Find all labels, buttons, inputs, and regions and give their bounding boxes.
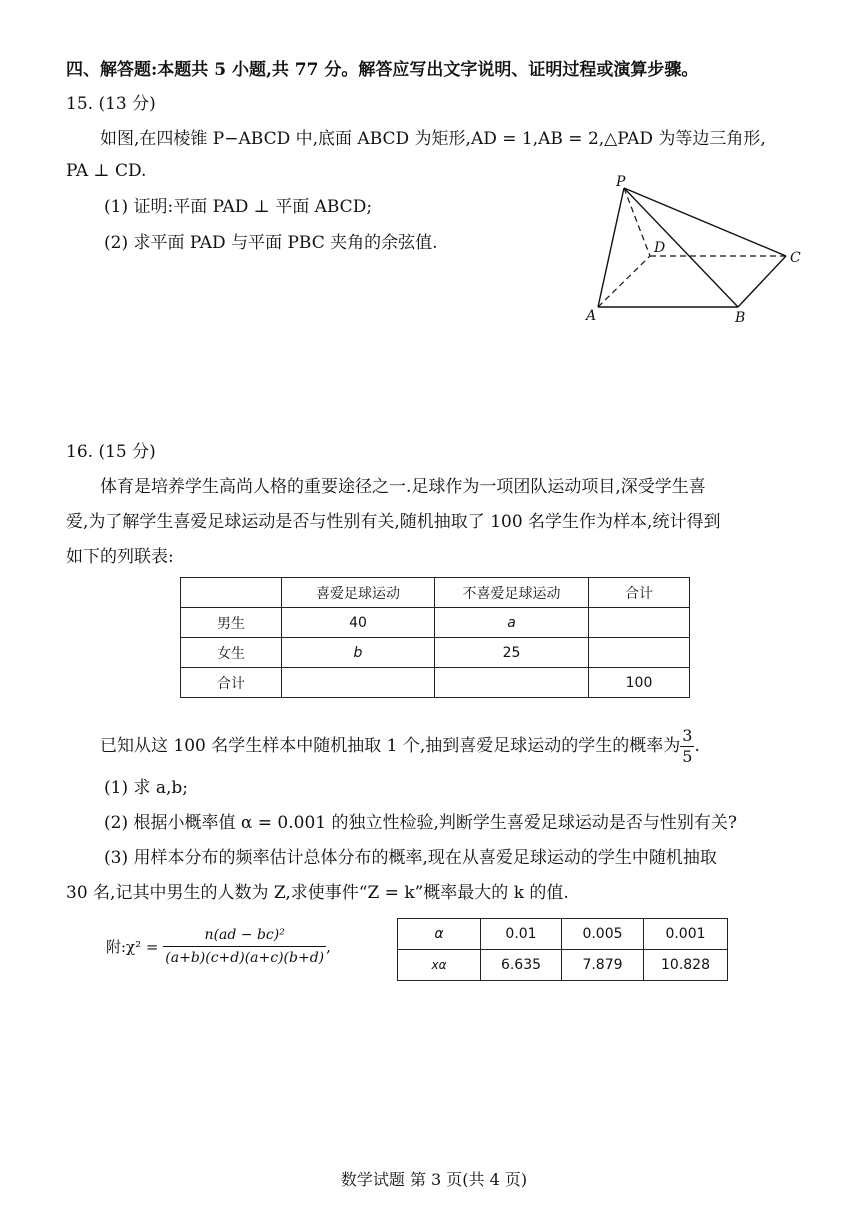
q15-part2: (2) 求平面 PAD 与平面 PBC 夹角的余弦值. (104, 233, 438, 253)
table-cell: 女生 (181, 638, 282, 668)
q16-part3-line1: (3) 用样本分布的频率估计总体分布的概率,现在从喜爱足球运动的学生中随机抽取 (104, 848, 717, 868)
section-heading: 四、解答题:本题共 5 小题,共 77 分。解答应写出文字说明、证明过程或演算步骤。 (66, 60, 699, 80)
prob-denominator: 5 (682, 747, 693, 766)
formula-suffix: , (326, 937, 331, 956)
q16-intro-line1: 体育是培养学生高尚人格的重要途径之一.足球作为一项团队运动项目,深受学生喜 (100, 477, 706, 497)
q15-part1: (1) 证明:平面 PAD ⊥ 平面 ABCD; (104, 197, 373, 217)
table-row (181, 638, 690, 668)
q16-part2: (2) 根据小概率值 α = 0.001 的独立性检验,判断学生喜爱足球运动是否与性别有关? (104, 813, 738, 833)
table-cell: 合计 (181, 668, 282, 698)
q16-part3-line2: 30 名,记其中男生的人数为 Z,求使事件“Z = k”概率最大的 k 的值. (66, 883, 569, 903)
label-B: B (735, 310, 746, 326)
table-cell: a (435, 608, 589, 638)
table-cell (282, 668, 435, 698)
table-cell: 0.01 (481, 919, 562, 950)
q16-intro-line2: 爱,为了解学生喜爱足球运动是否与性别有关,随机抽取了 100 名学生作为样本,统计得到 (66, 512, 721, 532)
probability-fraction (680, 726, 694, 767)
q15-intro-line2: PA ⊥ CD. (66, 161, 147, 181)
edge-PB (624, 188, 738, 307)
edge-BC (738, 256, 786, 307)
edge-PD (624, 188, 650, 256)
table-row (398, 950, 728, 981)
table-cell (181, 578, 282, 608)
table-cell: 喜爱足球运动 (282, 578, 435, 608)
table-cell (589, 608, 690, 638)
table-header-row (181, 578, 690, 608)
table-cell (589, 638, 690, 668)
table-cell: 男生 (181, 608, 282, 638)
edge-AD (598, 256, 650, 307)
contingency-table (180, 577, 690, 698)
label-A: A (586, 308, 597, 324)
table-cell: 0.005 (562, 919, 644, 950)
label-P: P (616, 174, 626, 190)
q16-intro-line3: 如下的列联表: (66, 547, 174, 567)
table-cell: 6.635 (481, 950, 562, 981)
formula-denominator: (a+b)(c+d)(a+c)(b+d) (165, 950, 325, 966)
table-row (181, 608, 690, 638)
table-cell: xα (398, 950, 481, 981)
edge-PC (624, 188, 786, 256)
table-cell: 0.001 (644, 919, 728, 950)
table-cell (435, 668, 589, 698)
table-cell: 7.879 (562, 950, 644, 981)
table-row (398, 919, 728, 950)
pyramid-figure (580, 170, 820, 330)
formula-prefix: 附:χ² = (106, 938, 159, 956)
table-cell: 合计 (589, 578, 690, 608)
q16-part1: (1) 求 a,b; (104, 778, 189, 798)
edge-PA (598, 188, 624, 307)
label-D: D (654, 240, 666, 256)
q16-known-line: 已知从这 100 名学生样本中随机抽取 1 个,抽到喜爱足球运动的学生的概率为 $\frac{3}{5}$ . (100, 726, 700, 766)
prob-numerator: 3 (682, 726, 693, 745)
table-cell: 40 (282, 608, 435, 638)
formula-numerator: n(ad − bc)² (163, 924, 326, 947)
chi-square-formula (106, 924, 331, 969)
table-row (181, 668, 690, 698)
q15-intro-line1: 如图,在四棱锥 P−ABCD 中,底面 ABCD 为矩形,AD = 1,AB = 2,△PAD 为等边三角形, (100, 129, 766, 149)
table-cell: 100 (589, 668, 690, 698)
label-C: C (790, 250, 801, 266)
table-cell: α (398, 919, 481, 950)
q16-number: 16. (15 分) (66, 442, 156, 462)
table-cell: 25 (435, 638, 589, 668)
formula-fraction (163, 924, 326, 969)
table-cell: 不喜爱足球运动 (435, 578, 589, 608)
table-cell: b (282, 638, 435, 668)
critical-value-table (397, 918, 728, 981)
table-cell: 10.828 (644, 950, 728, 981)
q16-known-text: 已知从这 100 名学生样本中随机抽取 1 个,抽到喜爱足球运动的学生的概率为 (100, 736, 681, 756)
page-footer: 数学试题 第 3 页(共 4 页) (340, 1170, 528, 1189)
q15-number: 15. (13 分) (66, 94, 156, 114)
